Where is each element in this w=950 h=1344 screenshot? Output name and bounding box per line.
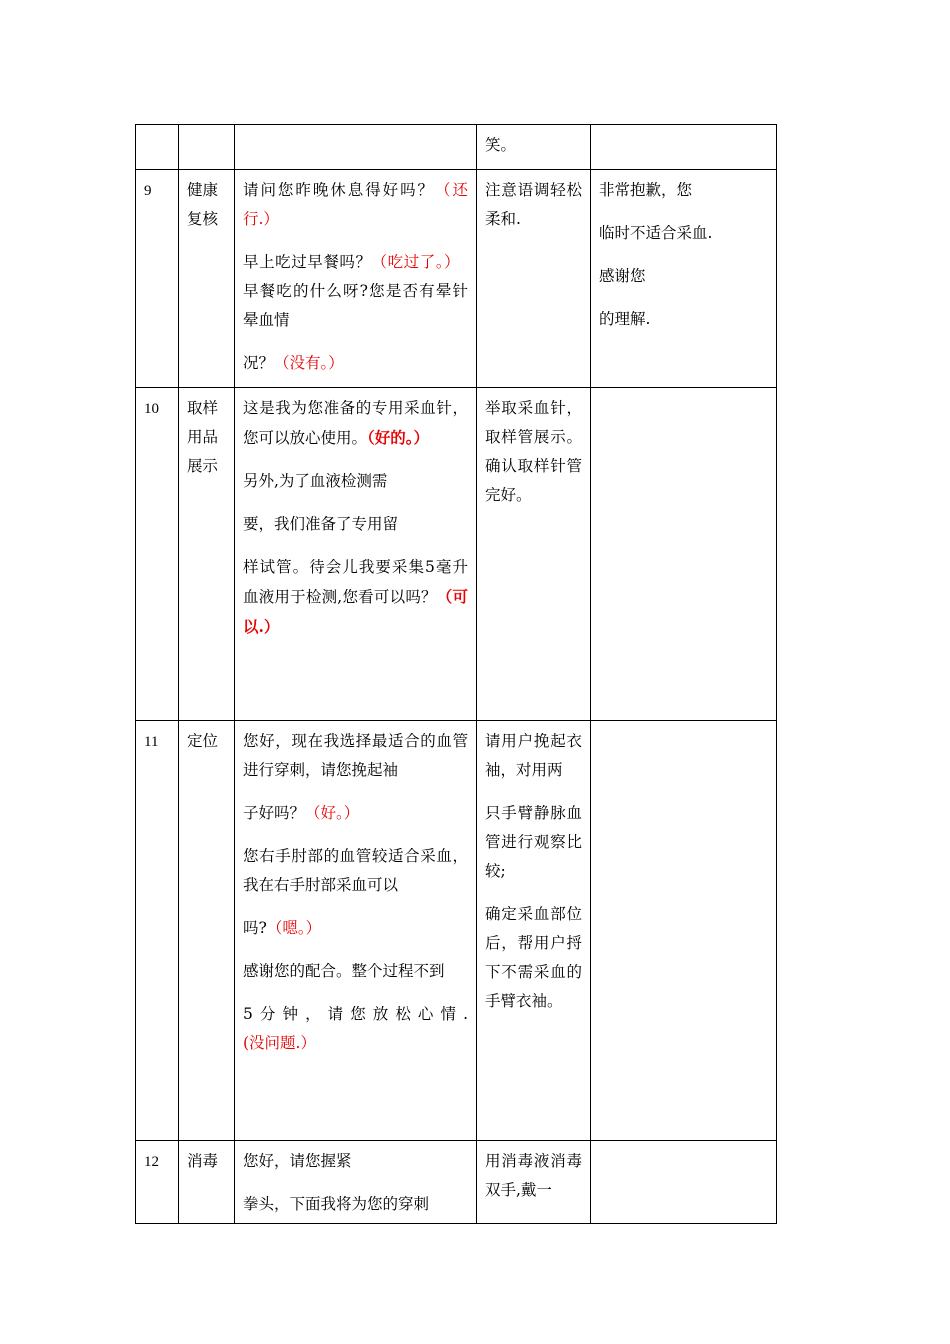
action-text: 注意语调轻松柔和.	[485, 181, 582, 228]
script-line: 您好，请您握紧	[243, 1152, 352, 1170]
cell-no	[136, 170, 179, 388]
reply-text: （好。）	[305, 804, 360, 822]
row-number: 11	[144, 734, 159, 750]
script-line: 您好，现在我选择最适合的血管进行穿刺，请您挽起袖	[243, 732, 468, 779]
cell-action	[477, 170, 591, 388]
script-line: 请问您昨晚休息得好吗？（还行.）	[243, 181, 468, 228]
script-line: 早上吃过早餐吗？（吃过了。） 早餐吃的什么呀?您是否有晕针晕血情	[243, 253, 468, 329]
script-line: 子好吗？（好。）	[243, 804, 360, 822]
row-number: 12	[144, 1154, 159, 1170]
cell-script	[235, 125, 477, 170]
note-text: 非常抱歉，您	[599, 181, 693, 199]
cell-step	[179, 721, 235, 1141]
reply-text: （吃过了。）	[371, 253, 453, 271]
step-name: 消毒	[187, 1152, 219, 1170]
procedure-table	[135, 124, 777, 1224]
cell-script	[235, 721, 477, 1141]
script-line: 吗?（嗯。）	[243, 919, 322, 937]
cell-step	[179, 388, 235, 721]
step-name: 取样用品展示	[187, 399, 219, 475]
note-text: 临时不适合采血.	[599, 224, 713, 242]
script-line: 感谢您的配合。整个过程不到	[243, 962, 445, 980]
table-row	[136, 388, 777, 721]
reply-text: （好的。）	[367, 428, 430, 447]
step-name: 健康复核	[187, 181, 219, 228]
note-text: 的理解.	[599, 310, 651, 328]
action-text: 只手臂静脉血管进行观察比较;	[485, 804, 582, 880]
script-line: 拳头，下面我将为您的穿刺	[243, 1195, 430, 1213]
cell-script	[235, 170, 477, 388]
script-line: 5分钟，请您放松心情.(没问题.）	[243, 1005, 468, 1052]
action-text: 笑。	[485, 136, 517, 154]
table-row	[136, 170, 777, 388]
reply-text: （没有。）	[274, 354, 344, 372]
action-text: 确定采血部位后，帮用户捋下不需采血的手臂衣袖。	[485, 905, 582, 1010]
cell-action	[477, 388, 591, 721]
cell-no	[136, 125, 179, 170]
cell-script	[235, 388, 477, 721]
script-line: 要，我们准备了专用留	[243, 515, 399, 533]
cell-step	[179, 125, 235, 170]
cell-step	[179, 170, 235, 388]
cell-script	[235, 1141, 477, 1224]
action-text: 举取采血针，取样管展示。确认取样针管完好。	[485, 399, 582, 504]
reply-text: （嗯。）	[266, 919, 322, 937]
cell-action	[477, 125, 591, 170]
cell-step	[179, 1141, 235, 1224]
cell-action	[477, 1141, 591, 1224]
row-number: 10	[144, 401, 159, 417]
action-text: 请用户挽起衣袖，对用两	[485, 732, 582, 779]
script-line: 您右手肘部的血管较适合采血，我在右手肘部采血可以	[243, 847, 468, 894]
note-text: 感谢您	[599, 267, 646, 285]
step-name: 定位	[187, 732, 219, 750]
row-number: 9	[144, 183, 152, 199]
reply-text: （可以.）	[243, 587, 468, 636]
script-line: 样试管。待会儿我要采集5毫升血液用于检测,您看可以吗？（可以.）	[243, 558, 468, 636]
reply-text: (没问题.）	[243, 1034, 316, 1052]
script-line: 况？（没有。）	[243, 354, 344, 372]
table-row	[136, 125, 777, 170]
cell-note	[591, 170, 777, 388]
cell-note	[591, 125, 777, 170]
cell-action	[477, 721, 591, 1141]
script-line: 另外,为了血液检测需	[243, 472, 388, 490]
table-row	[136, 1141, 777, 1224]
cell-no	[136, 1141, 179, 1224]
cell-no	[136, 721, 179, 1141]
script-line: 这是我为您准备的专用采血针，您可以放心使用。（好的。）	[243, 399, 468, 447]
reply-text: （还行.）	[243, 181, 468, 228]
cell-note	[591, 721, 777, 1141]
cell-note	[591, 388, 777, 721]
cell-no	[136, 388, 179, 721]
table-row	[136, 721, 777, 1141]
cell-note	[591, 1141, 777, 1224]
action-text: 用消毒液消毒双手,戴一	[485, 1152, 582, 1199]
